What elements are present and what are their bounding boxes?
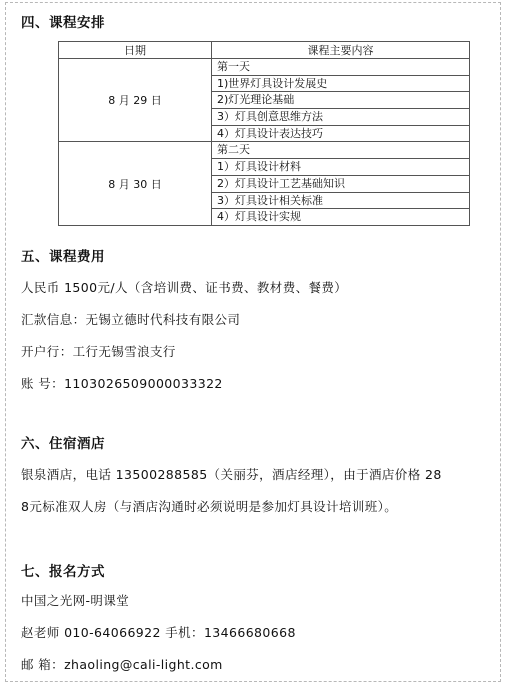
contact-email[interactable]: 邮 箱：zhaoling@cali-light.com: [21, 657, 223, 672]
day2-date: 8 月 30 日: [59, 142, 212, 225]
hotel-line-2: 8元标准双人房（与酒店沟通时必须说明是参加灯具设计培训班）。: [21, 499, 398, 514]
table-row: [59, 59, 470, 142]
table-row: [59, 142, 470, 225]
list-item: 第二天: [212, 142, 469, 159]
section-4-heading: 四、课程安排: [21, 15, 105, 31]
organizer: 中国之光网-明课堂: [21, 593, 130, 608]
hotel-line-1: 银泉酒店，电话 13500288585（关丽芬，酒店经理），由于酒店价格 28: [21, 467, 442, 482]
day2-content: [212, 142, 470, 225]
list-item: 3）灯具设计相关标准: [212, 193, 469, 210]
section-5-heading: 五、课程费用: [21, 249, 105, 265]
account-info: 账 号：1103026509000033322: [21, 376, 223, 391]
contact-phone: 赵老师 010-64066922 手机：13466680668: [21, 625, 296, 640]
bank-info: 开户行：工行无锡雪浪支行: [21, 344, 176, 359]
section-7-heading: 七、报名方式: [21, 564, 105, 580]
list-item: 2)灯光理论基础: [212, 92, 469, 109]
remit-info: 汇款信息：无锡立德时代科技有限公司: [21, 312, 241, 327]
day1-content: [212, 59, 470, 142]
list-item: 4）灯具设计表达技巧: [217, 126, 323, 140]
list-item: 第一天: [212, 59, 469, 76]
day1-date: 8 月 29 日: [59, 59, 212, 142]
table-header-row: [59, 42, 470, 59]
list-item: 4）灯具设计实规: [217, 210, 301, 224]
list-item: 3）灯具创意思维方法: [212, 109, 469, 126]
list-item: 1)世界灯具设计发展史: [212, 76, 469, 93]
schedule-table: [58, 41, 470, 226]
list-item: 2）灯具设计工艺基础知识: [212, 176, 469, 193]
header-date: 日期: [59, 42, 212, 59]
list-item: 1）灯具设计材料: [212, 159, 469, 176]
fee-text: 人民币 1500元/人（含培训费、证书费、教材费、餐费）: [21, 280, 348, 295]
section-6-heading: 六、住宿酒店: [21, 436, 105, 452]
header-content: 课程主要内容: [212, 42, 470, 59]
